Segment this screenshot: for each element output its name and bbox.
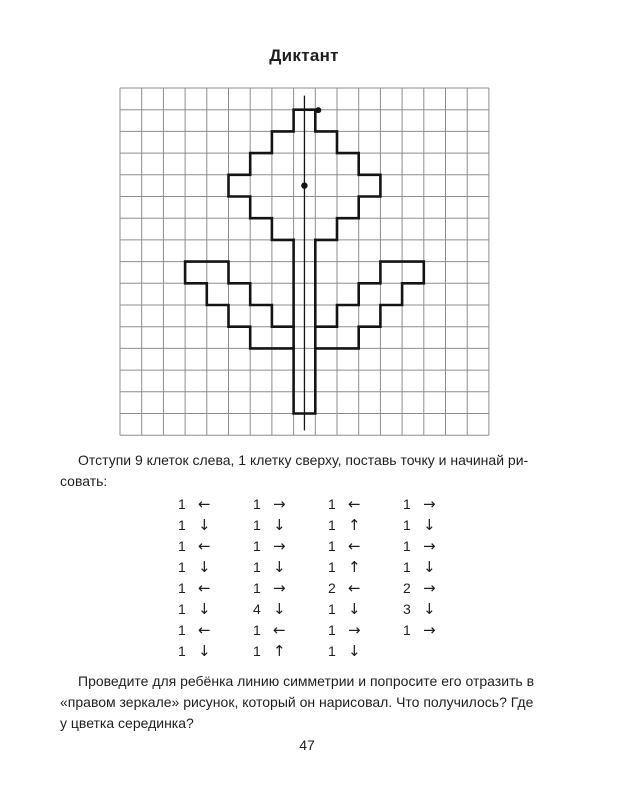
dictation-row [178, 578, 478, 599]
dictation-step [253, 536, 328, 557]
step-count: 1 [328, 643, 336, 659]
step-count: 1 [178, 559, 186, 575]
dictation-step [403, 641, 478, 662]
step-count: 1 [178, 517, 186, 533]
dictation-row [178, 557, 478, 578]
flower-figure-svg [118, 86, 491, 438]
direction-arrow-icon: → [273, 579, 286, 597]
direction-arrow-icon: ↓ [198, 558, 211, 576]
direction-arrow-icon: ↓ [198, 600, 211, 618]
direction-arrow-icon: → [348, 621, 361, 639]
instruction-line: совать: [60, 473, 108, 489]
direction-arrow-icon: ↓ [348, 642, 361, 660]
page-title: Диктант [269, 46, 339, 65]
step-count: 1 [178, 496, 186, 512]
step-count: 1 [403, 517, 411, 533]
dictation-step [178, 599, 253, 620]
step-count: 1 [178, 622, 186, 638]
dictation-step [253, 557, 328, 578]
step-count: 1 [253, 496, 261, 512]
dictation-row [178, 641, 478, 662]
direction-arrow-icon: ↓ [273, 516, 286, 534]
dictation-step [178, 557, 253, 578]
dictation-step [253, 599, 328, 620]
start-dot [315, 107, 321, 113]
direction-arrow-icon: → [423, 621, 436, 639]
dictation-step [403, 494, 478, 515]
direction-arrow-icon: ↓ [273, 600, 286, 618]
direction-arrow-icon: → [423, 579, 436, 597]
direction-arrow-icon: → [273, 495, 286, 513]
dictation-step [178, 641, 253, 662]
dictation-step [253, 578, 328, 599]
step-count: 1 [178, 538, 186, 554]
dictation-step [403, 557, 478, 578]
dictation-step [253, 515, 328, 536]
step-count: 4 [253, 601, 261, 617]
step-count: 1 [328, 517, 336, 533]
dictation-step [253, 494, 328, 515]
step-count: 1 [253, 538, 261, 554]
direction-arrow-icon: ← [198, 579, 211, 597]
step-count: 1 [403, 538, 411, 554]
dictation-step [403, 536, 478, 557]
dictation-row [178, 515, 478, 536]
dictation-step [178, 494, 253, 515]
dictation-step [328, 641, 403, 662]
direction-arrow-icon: ← [198, 537, 211, 555]
center-dot [301, 182, 307, 188]
dictation-step [328, 557, 403, 578]
dictation-row [178, 536, 478, 557]
instruction-line: Отступи 9 клеток слева, 1 клетку сверху, поставь точку и начинай ри- [78, 452, 529, 468]
direction-arrow-icon: ↑ [348, 558, 361, 576]
step-count: 1 [253, 622, 261, 638]
dictation-step [178, 515, 253, 536]
direction-arrow-icon: ← [348, 579, 361, 597]
step-count: 1 [253, 580, 261, 596]
dictation-step [328, 515, 403, 536]
dictation-steps-table [178, 494, 478, 662]
dictation-step [403, 515, 478, 536]
step-count: 1 [178, 601, 186, 617]
dictation-step [328, 536, 403, 557]
direction-arrow-icon: ← [198, 621, 211, 639]
dictation-step [403, 578, 478, 599]
direction-arrow-icon: ↓ [198, 642, 211, 660]
step-count: 1 [253, 517, 261, 533]
page-number: 47 [299, 737, 315, 753]
step-count: 1 [328, 622, 336, 638]
direction-arrow-icon: → [273, 537, 286, 555]
dictation-step [403, 599, 478, 620]
mirror-note-paragraph [60, 671, 569, 734]
direction-arrow-icon: → [423, 537, 436, 555]
direction-arrow-icon: → [423, 495, 436, 513]
direction-arrow-icon: ↓ [423, 516, 436, 534]
step-count: 1 [403, 622, 411, 638]
step-count: 1 [403, 496, 411, 512]
direction-arrow-icon: ← [273, 621, 286, 639]
dictation-step [178, 536, 253, 557]
step-count: 1 [253, 559, 261, 575]
mirror-note-line: «правом зеркале» рисунок, который он нарисовал. Что получилось? Где [60, 694, 534, 710]
direction-arrow-icon: ↓ [423, 600, 436, 618]
direction-arrow-icon: ↓ [273, 558, 286, 576]
direction-arrow-icon: ← [198, 495, 211, 513]
direction-arrow-icon: ← [348, 495, 361, 513]
dictation-step [253, 641, 328, 662]
dictation-step [328, 494, 403, 515]
step-count: 1 [178, 580, 186, 596]
step-count: 1 [403, 559, 411, 575]
dictation-grid-figure [118, 86, 491, 443]
step-count: 3 [403, 601, 411, 617]
step-count: 1 [328, 559, 336, 575]
dictation-row [178, 620, 478, 641]
step-count: 2 [328, 580, 336, 596]
dictation-step [328, 578, 403, 599]
step-count: 1 [328, 496, 336, 512]
direction-arrow-icon: ↓ [198, 516, 211, 534]
dictation-row [178, 599, 478, 620]
direction-arrow-icon: ↑ [273, 642, 286, 660]
step-count: 1 [178, 643, 186, 659]
step-count: 1 [328, 601, 336, 617]
direction-arrow-icon: ↓ [423, 558, 436, 576]
dictation-step [178, 620, 253, 641]
dictation-step [253, 620, 328, 641]
instruction-paragraph [60, 450, 569, 492]
dictation-step [178, 578, 253, 599]
direction-arrow-icon: ← [348, 537, 361, 555]
mirror-note-line: у цветка серединка? [60, 715, 194, 731]
direction-arrow-icon: ↓ [348, 600, 361, 618]
step-count: 1 [253, 643, 261, 659]
dictation-row [178, 494, 478, 515]
mirror-note-line: Проведите для ребёнка линию симметрии и попросите его отразить в [78, 673, 535, 689]
step-count: 1 [328, 538, 336, 554]
step-count: 2 [403, 580, 411, 596]
direction-arrow-icon: ↑ [348, 516, 361, 534]
dictation-step [328, 599, 403, 620]
dictation-step [403, 620, 478, 641]
dictation-step [328, 620, 403, 641]
